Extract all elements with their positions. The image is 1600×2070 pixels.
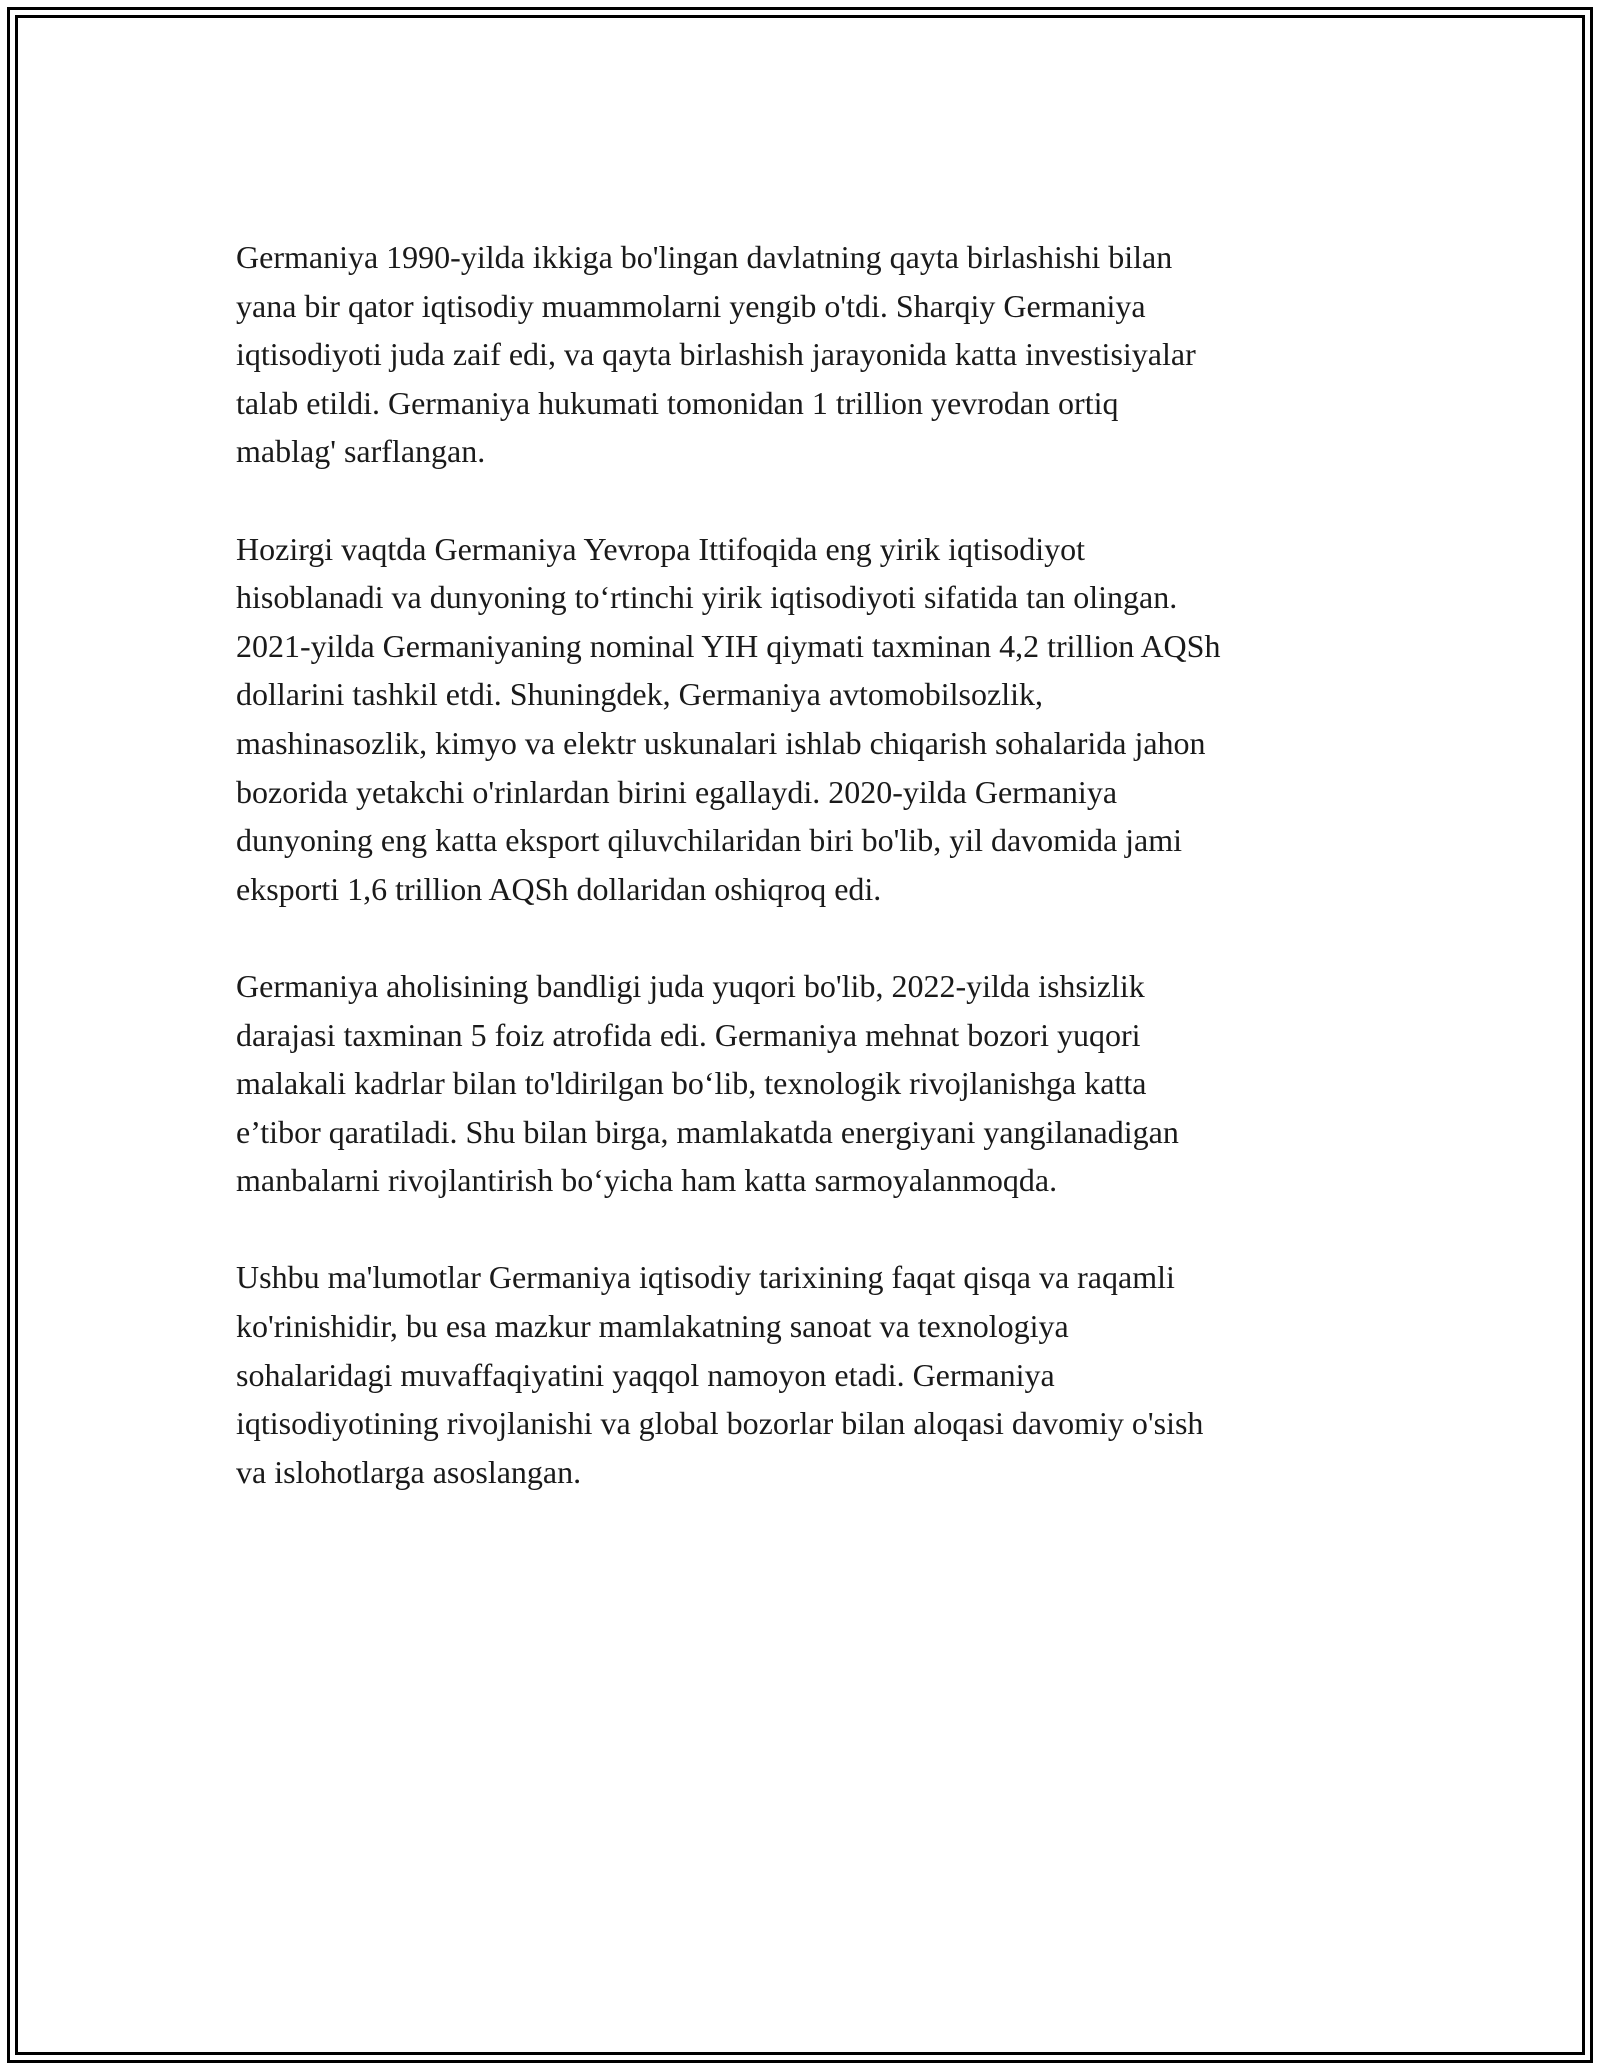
paragraph-employment <box>236 962 1376 1205</box>
text-line: sohalaridagi muvaffaqiyatini yaqqol namoyon etadi. Germaniya <box>236 1356 1055 1393</box>
text-line: Germaniya 1990-yilda ikkiga bo'lingan davlatning qayta birlashishi bilan <box>236 239 1173 275</box>
text-line: yana bir qator iqtisodiy muammolarni yengib o'tdi. Sharqiy Germaniya <box>236 287 1146 324</box>
text-line: Hozirgi vaqtda Germaniya Yevropa Ittifoqida eng yirik iqtisodiyot <box>236 530 1086 567</box>
text-line: mablag' sarflangan. <box>236 433 486 470</box>
text-line: Ushbu ma'lumotlar Germaniya iqtisodiy tarixining faqat qisqa va raqamli <box>236 1259 1175 1296</box>
paragraph-conclusion <box>236 1253 1376 1496</box>
text-line: dollarini tashkil etdi. Shuningdek, Germaniya avtomobilsozlik, <box>236 676 1043 713</box>
document-body <box>236 233 1376 1496</box>
text-line: ko'rinishidir, bu esa mazkur mamlakatning sanoat va texnologiya <box>236 1308 1069 1345</box>
text-line: dunyoning eng katta eksport qiluvchilaridan biri bo'lib, yil davomida jami <box>236 822 1183 859</box>
text-line: e’tibor qaratiladi. Shu bilan birga, mamlakatda energiyani yangilanadigan <box>236 1113 1179 1150</box>
text-line: va islohotlarga asoslangan. <box>236 1453 582 1490</box>
text-line: malakali kadrlar bilan to'ldirilgan bo‘lib, texnologik rivojlanishga katta <box>236 1065 1147 1102</box>
text-line: bozorida yetakchi o'rinlardan birini egallaydi. 2020-yilda Germaniya <box>236 773 1118 810</box>
text-line: iqtisodiyotining rivojlanishi va global bozorlar bilan aloqasi davomiy o'sish <box>236 1405 1204 1442</box>
text-line: hisoblanadi va dunyoning to‘rtinchi yirik iqtisodiyoti sifatida tan olingan. <box>236 579 1178 616</box>
text-line: talab etildi. Germaniya hukumati tomonidan 1 trillion yevrodan ortiq <box>236 384 1119 421</box>
text-line: manbalarni rivojlantirish bo‘yicha ham katta sarmoyalanmoqda. <box>236 1162 1058 1199</box>
paragraph-economy-size <box>236 525 1376 914</box>
text-line: darajasi taxminan 5 foiz atrofida edi. Germaniya mehnat bozori yuqori <box>236 1016 1141 1053</box>
text-line: mashinasozlik, kimyo va elektr uskunalari ishlab chiqarish sohalarida jahon <box>236 724 1206 761</box>
paragraph-reunification <box>236 233 1376 476</box>
text-line: Germaniya aholisining bandligi juda yuqori bo'lib, 2022-yilda ishsizlik <box>236 967 1145 1004</box>
text-line: iqtisodiyoti juda zaif edi, va qayta birlashish jarayonida katta investisiyalar <box>236 336 1196 373</box>
text-line: 2021-yilda Germaniyaning nominal YIH qiymati taxminan 4,2 trillion AQSh <box>236 627 1221 664</box>
text-line: eksporti 1,6 trillion AQSh dollaridan oshiqroq edi. <box>236 870 882 907</box>
